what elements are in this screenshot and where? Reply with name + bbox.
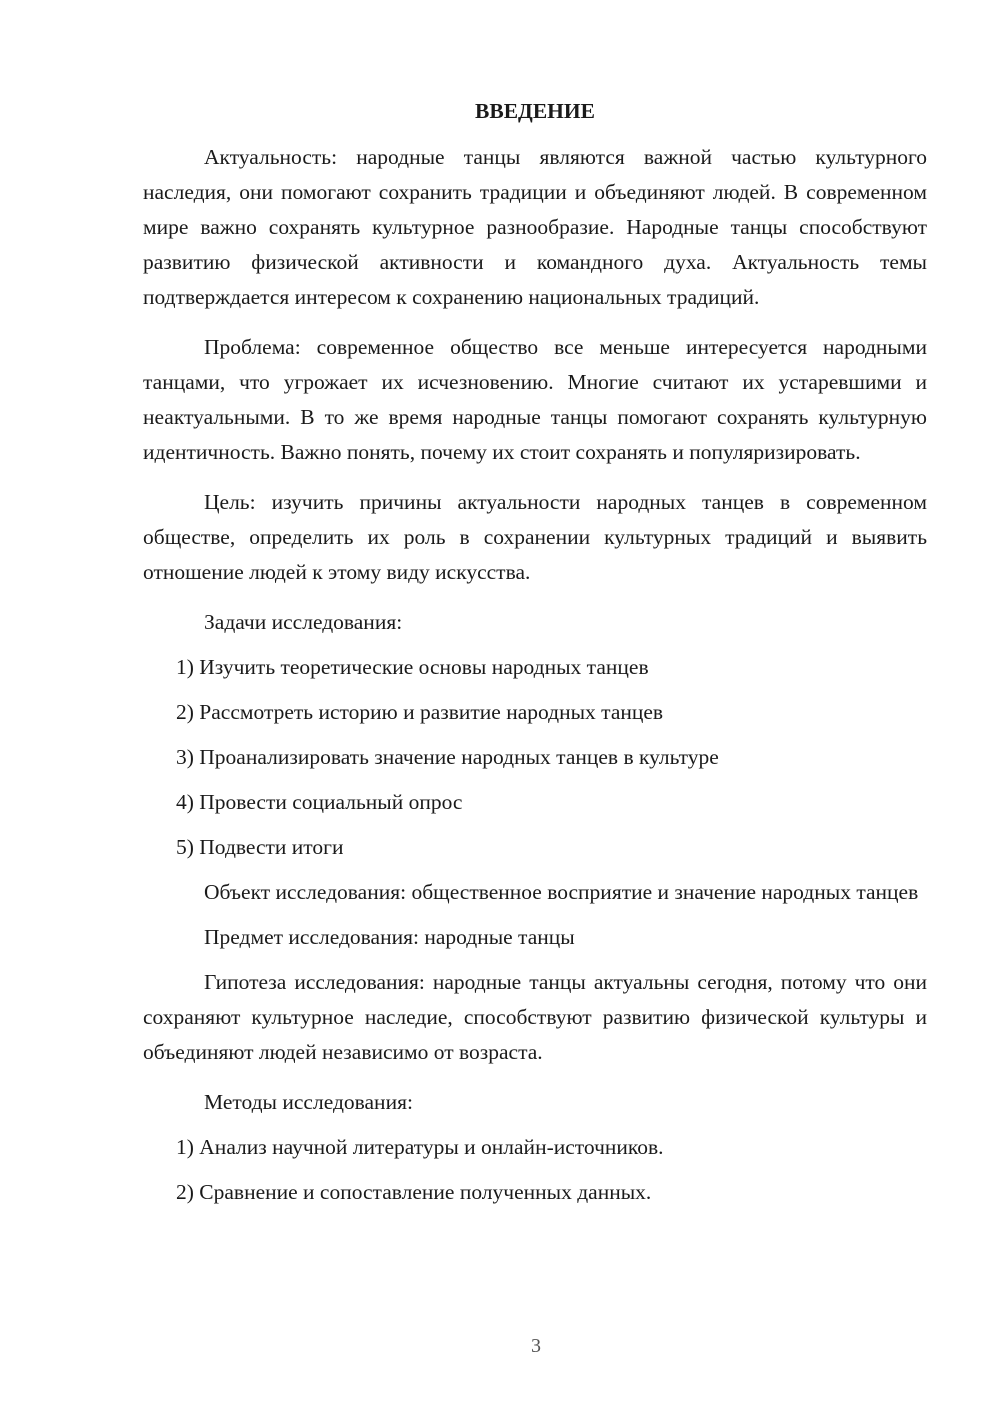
method-item: 2) Сравнение и сопоставление полученных данных. [176, 1180, 652, 1204]
relevance-paragraph: Актуальность: народные танцы являются важной частью культурного наследия, они помогают сохранить традиции и объединяют людей. В современном мире важно сохранять культурное разнообразие. Народные танцы способствуют развитию физической активности и командного духа. Актуальность темы подтверждается интересом к сохранению национальных традиций. [143, 145, 927, 309]
problem-paragraph: Проблема: современное общество все меньше интересуется народными танцами, что угрожает их исчезновению. Многие считают их устаревшими и неактуальными. В то же время народные танцы помогают сохранять культурную идентичность. Важно понять, почему их стоит сохранять и популяризировать. [143, 335, 927, 464]
page-number: 3 [531, 1335, 541, 1357]
subject-line: Предмет исследования: народные танцы [204, 925, 575, 949]
task-item: 5) Подвести итоги [176, 835, 344, 859]
method-item: 1) Анализ научной литературы и онлайн-источников. [176, 1135, 664, 1159]
task-item: 1) Изучить теоретические основы народных танцев [176, 655, 649, 679]
hypothesis-paragraph: Гипотеза исследования: народные танцы актуальны сегодня, потому что они сохраняют культурное наследие, способствуют развитию физической культуры и объединяют людей независимо от возраста. [143, 970, 927, 1064]
document-page [143, 96, 927, 1220]
tasks-heading: Задачи исследования: [204, 610, 403, 634]
task-item: 4) Провести социальный опрос [176, 790, 463, 814]
methods-heading: Методы исследования: [204, 1090, 413, 1114]
object-paragraph: Объект исследования: общественное восприятие и значение народных танцев [204, 880, 919, 904]
goal-paragraph: Цель: изучить причины актуальности народных танцев в современном обществе, определить их роль в сохранении культурных традиций и выявить отношение людей к этому виду искусства. [143, 490, 927, 584]
task-item: 3) Проанализировать значение народных танцев в культуре [176, 745, 719, 769]
task-item: 2) Рассмотреть историю и развитие народных танцев [176, 700, 664, 724]
section-title: ВВЕДЕНИЕ [475, 99, 595, 123]
